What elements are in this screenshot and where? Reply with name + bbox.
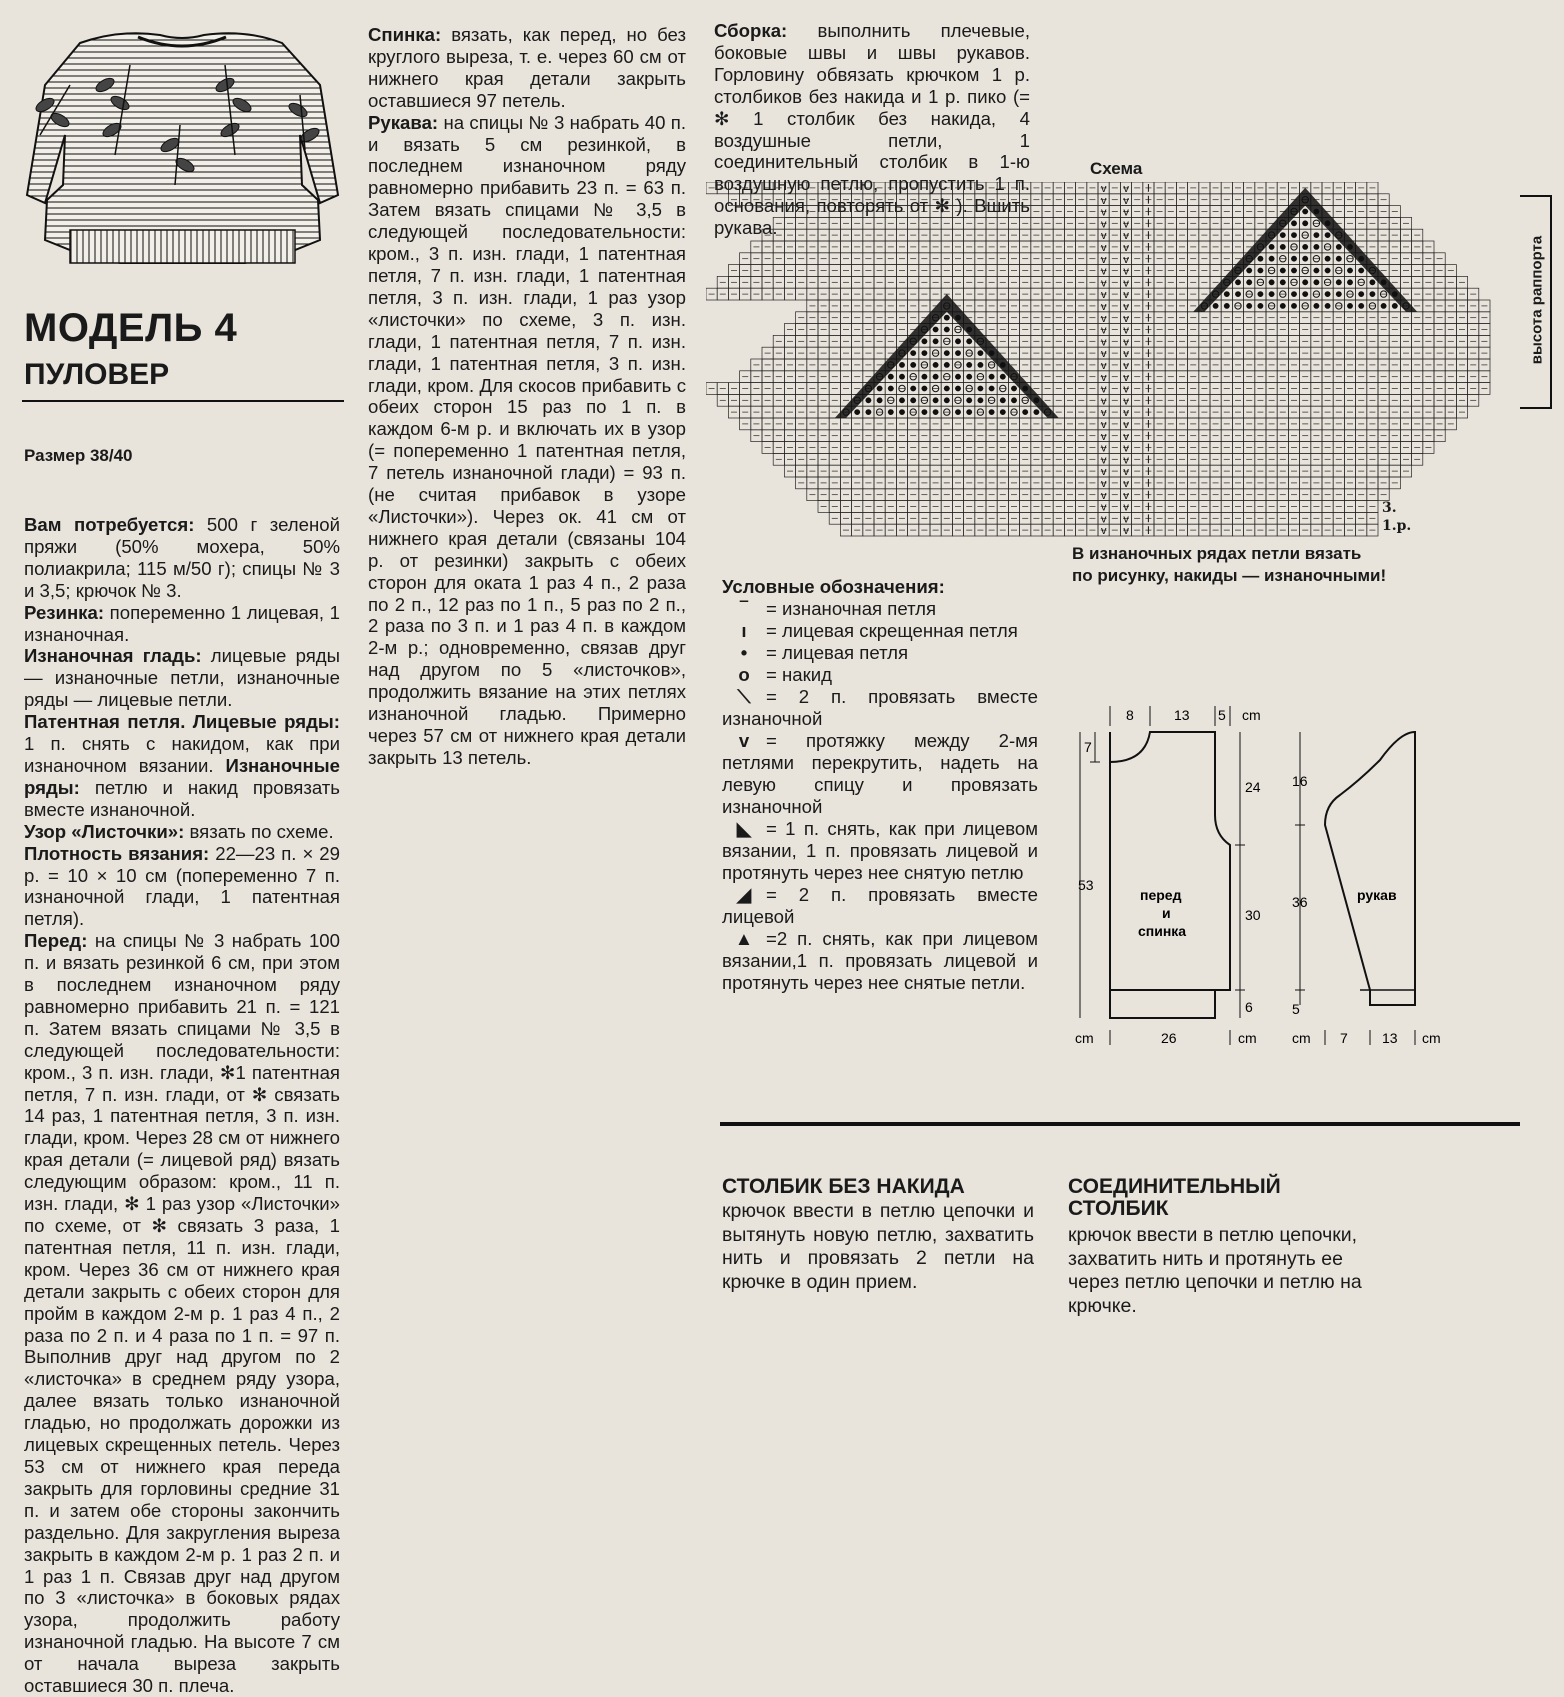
legend-item	[722, 928, 1038, 994]
svg-text:v: v	[1123, 501, 1129, 514]
leaves-paragraph	[24, 821, 340, 843]
knit-stitch-icon: •	[740, 642, 748, 663]
patent-label: Патентная петля. Лицевые ряды:	[24, 711, 340, 733]
legend-item	[722, 664, 1038, 686]
assembly-label: Сборка:	[714, 20, 788, 41]
legend-item	[722, 686, 1038, 730]
legend-items	[722, 598, 1038, 994]
text-column-1	[24, 514, 340, 1697]
svg-text:v: v	[1123, 395, 1129, 408]
svg-text:v: v	[1123, 454, 1129, 467]
patent-label-2: Изнаночные ряды:	[24, 754, 341, 798]
legend-item	[722, 730, 1038, 818]
dim-sleeve-cap: 16	[1292, 773, 1308, 789]
svg-text:v: v	[1101, 289, 1107, 302]
legend-title: Условные обозначения:	[722, 576, 945, 597]
svg-text:v: v	[1101, 360, 1107, 372]
svg-text:v: v	[1101, 419, 1107, 431]
dim-sleeve-side: 36	[1292, 894, 1308, 910]
dim-width: 26	[1161, 1030, 1177, 1046]
svg-text:v: v	[1123, 218, 1129, 231]
dim-rib: 6	[1245, 999, 1253, 1015]
svg-text:v: v	[1101, 513, 1107, 526]
title-divider	[22, 400, 344, 402]
reverse-label: Изнаночная гладь:	[24, 645, 202, 667]
sleeves-text: на спицы № 3 набрать 40 п. и вязать 5 см резинкой, в последнем изнаночном ряду равномерно прибавить 23 п. = 63 п. Затем вязать спицами № 3,5 в следующей последовательности: кром., 3 п. изн. глади, 1 патентная петля, 7 п. изн. глади, 1 патентная петля, 3 п. изн. глади, 1 раз узор «листочки» по схеме, 3 п. изн. глади, 1 патентная петля, 7 п. изн. глади, 1 патентная петля, 3 п. изн. глади, кром. Для скосов прибавить с обеих сторон 15 раз по 1 п. в каждом 6-м р. и включать их в узор (= попеременно 1 патентная петля, 7 петель изнаночной глади) = 93 п. (не считая прибавок в узоре «Листочки»). Через ок. 41 см от нижнего края детали (связаны 104 р. от резинки) закрыть с обеих сторон для оката 1 раз 4 п., 2 раза по 2 п., 12 раз по 1 п., 5 раз по 2 п., 2 раза по 3 п. и 1 раз 4 п. в каждом 2-м р.; одновременно, связав друг над другом по 5 «листочков», продолжить вязание на этих петлях изнаночной гладью. Примерно через 57 см от нижнего края детали закрыть 13 петель.	[368, 111, 686, 768]
legend-item	[722, 818, 1038, 884]
twisted-knit-icon: ı	[741, 620, 747, 641]
dim-top-8: 8	[1126, 707, 1134, 723]
svg-text:v: v	[1123, 407, 1129, 420]
svg-text:v: v	[1101, 430, 1107, 443]
svg-text:v: v	[1101, 383, 1107, 396]
svg-text:v: v	[1101, 454, 1107, 467]
svg-text:v: v	[1101, 348, 1107, 361]
svg-text:v: v	[1101, 242, 1107, 254]
front-piece-label-3: спинка	[1138, 923, 1187, 939]
svg-text:v: v	[1101, 407, 1107, 420]
svg-text:v: v	[1123, 183, 1129, 195]
knit-two-together-icon: ◢	[736, 884, 752, 905]
back-text: вязать, как перед, но без круглого выреза, т. е. через 60 см от нижнего края детали закрыть оставшиеся 97 петель.	[368, 24, 687, 111]
rib-text: попеременно 1 лицевая, 1 изнаночная.	[24, 601, 340, 645]
sleeve-piece-label: рукав	[1357, 887, 1397, 903]
svg-text:v: v	[1123, 383, 1129, 396]
svg-text:v: v	[1101, 230, 1107, 243]
svg-text:v: v	[1123, 194, 1129, 207]
dim-top-unit: cm	[1242, 707, 1261, 723]
svg-text:v: v	[1123, 430, 1129, 443]
yarn-over-icon: ο	[738, 664, 750, 685]
svg-text:v: v	[1101, 336, 1107, 349]
svg-text:v: v	[1123, 525, 1129, 538]
scheme-row3-label: 3.	[1382, 500, 1397, 516]
twist-strand-icon: v	[738, 730, 750, 751]
sleeves-label: Рукава:	[368, 111, 439, 133]
slst-text: крючок ввести в петлю цепочки, захватить нить и протянуть ее через петлю цепочки и петлю на крючке.	[1068, 1224, 1362, 1317]
svg-text:v: v	[1101, 218, 1107, 231]
svg-text:v: v	[1123, 360, 1129, 372]
legend-item-text: = 2 п. провязать вместе лицевой	[722, 884, 1038, 927]
svg-text:v: v	[1123, 336, 1129, 349]
patent-text: 1 п. снять с накидом, как при изнаночном вязании.	[24, 733, 340, 776]
legend-item	[722, 598, 1038, 620]
materials-text: 500 г зеленой пряжи (50% мохера, 50% полиакрила; 115 м/50 г); спицы № 3 и 3,5; крючок № 3.	[24, 514, 340, 601]
dim-bottom-unit-right: cm	[1238, 1030, 1257, 1046]
legend-item-text: = 2 п. провязать вместе изнаночной	[722, 686, 1038, 729]
front-back-piece-outline	[1110, 732, 1230, 1018]
legend-item-text: = накид	[766, 664, 833, 685]
legend-item	[722, 884, 1038, 928]
legend-item-text: = изнаночная петля	[766, 598, 937, 619]
dim-side: 30	[1245, 907, 1261, 923]
stitch-scheme-chart	[706, 182, 1516, 542]
scheme-note	[1072, 543, 1512, 587]
dim-top-13: 13	[1174, 707, 1190, 723]
svg-text:v: v	[1101, 371, 1107, 384]
back-paragraph	[368, 24, 686, 112]
dim-sleeve-left: 7	[1340, 1030, 1348, 1046]
svg-text:v: v	[1123, 289, 1129, 302]
svg-text:v: v	[1123, 301, 1129, 313]
legend-item-text: = протяжку между 2-мя петлями перекрутить, надеть на левую спицу и провязать изнаночной	[722, 730, 1038, 817]
legend	[722, 576, 1038, 994]
svg-text:v: v	[1123, 419, 1129, 431]
materials-label: Вам потребуется:	[24, 514, 195, 535]
bottom-section-divider	[720, 1122, 1520, 1126]
svg-text:v: v	[1123, 324, 1129, 337]
dim-sleeve-unit: cm	[1292, 1030, 1311, 1046]
svg-text:v: v	[1123, 265, 1129, 278]
front-piece-label-1: перед	[1140, 887, 1182, 903]
assembly-text: выполнить плечевые, боковые швы и швы рукавов. Горловину обвязать крючком 1 р. столбиков без накида и 1 р. пико (= ✻ 1 столбик без накида, 4 воздушные петли, 1 соединительный столбик в 1-ю воздушную петлю, пропустить 1 п. основания, повторять от ✻ ). Вшить рукава.	[714, 20, 1030, 239]
svg-text:v: v	[1123, 466, 1129, 479]
rib-label: Резинка:	[24, 601, 105, 623]
svg-text:v: v	[1101, 478, 1107, 490]
svg-text:v: v	[1123, 230, 1129, 243]
repeat-height-text: высота раппорта	[1528, 235, 1546, 365]
leaves-text: вязать по схеме.	[189, 820, 334, 842]
back-label: Спинка:	[368, 24, 442, 45]
dim-sleeve-rib: 5	[1292, 1001, 1300, 1017]
gauge-paragraph	[24, 843, 340, 931]
text-column-2	[368, 24, 686, 769]
svg-text:v: v	[1101, 206, 1107, 219]
svg-text:v: v	[1101, 312, 1107, 325]
svg-text:v: v	[1123, 478, 1129, 490]
svg-text:v: v	[1123, 442, 1129, 455]
front-label: Перед:	[24, 930, 88, 952]
double-decrease-icon: ▲	[734, 928, 754, 949]
page-title: МОДЕЛЬ 4	[24, 306, 238, 350]
dim-sleeve-right: 13	[1382, 1030, 1398, 1046]
legend-item-text: = 1 п. снять, как при лицевом вязании, 1 п. провязать лицевой и протянуть через нее снятую петлю	[722, 818, 1038, 883]
front-piece-label-2: и	[1162, 905, 1171, 921]
legend-item-text: = лицевая скрещенная петля	[766, 620, 1018, 641]
front-paragraph	[24, 930, 340, 1697]
slst-title-line2: СТОЛБИК	[1068, 1197, 1169, 1220]
svg-text:v: v	[1101, 324, 1107, 337]
scheme-note-line2: по рисунку, накиды — изнаночными!	[1072, 566, 1387, 585]
svg-text:v: v	[1123, 277, 1129, 290]
sc-text: крючок ввести в петлю цепочки и вытянуть новую петлю, захватить нить и провязать 2 петли на крючке в один прием.	[722, 1200, 1034, 1293]
svg-text:v: v	[1123, 348, 1129, 361]
svg-text:v: v	[1123, 312, 1129, 325]
dim-top-5: 5	[1218, 707, 1226, 723]
svg-text:v: v	[1101, 395, 1107, 408]
svg-text:v: v	[1101, 501, 1107, 514]
scheme-note-line1: В изнаночных рядах петли вязать	[1072, 544, 1362, 563]
materials-paragraph	[24, 514, 340, 602]
dim-bottom-unit-left: cm	[1075, 1030, 1094, 1046]
dim-armhole: 24	[1245, 779, 1261, 795]
sleeves-paragraph	[368, 112, 686, 769]
svg-text:v: v	[1123, 206, 1129, 219]
repeat-height-label	[1526, 200, 1548, 400]
svg-text:v: v	[1101, 183, 1107, 195]
patent-text-2: петлю и накид провязать вместе изнаночной.	[24, 776, 340, 820]
svg-text:v: v	[1123, 513, 1129, 526]
svg-text:v: v	[1123, 489, 1129, 502]
svg-text:v: v	[1123, 253, 1129, 266]
svg-text:v: v	[1101, 442, 1107, 455]
dim-neck: 7	[1084, 739, 1092, 755]
svg-text:v: v	[1101, 525, 1107, 538]
sleeve-piece-outline	[1325, 732, 1415, 1005]
svg-text:v: v	[1101, 489, 1107, 502]
legend-item-text: =2 п. снять, как при лицевом вязании,1 п. провязать лицевой и протянуть через нее снятые петли.	[722, 928, 1038, 993]
gauge-text: 22—23 п. × 29 р. = 10 × 10 см (попеременно 7 п. изнаночной глади, 1 патентная петля).	[24, 842, 340, 930]
leaves-label: Узор «Листочки»:	[24, 820, 185, 842]
sweater-illustration	[20, 25, 345, 270]
size-label: Размер 38/40	[24, 446, 133, 465]
svg-text:v: v	[1101, 277, 1107, 290]
purl-stitch-icon: ‾	[740, 598, 748, 619]
scheme-title: Схема	[1090, 159, 1143, 178]
dim-sleeve-unit-right: cm	[1422, 1030, 1441, 1046]
slst-title-line1: СОЕДИНИТЕЛЬНЫЙ	[1068, 1175, 1281, 1198]
svg-text:v: v	[1101, 466, 1107, 479]
svg-text:v: v	[1101, 194, 1107, 207]
patent-paragraph	[24, 711, 340, 821]
svg-text:v: v	[1101, 253, 1107, 266]
front-text: на спицы № 3 набрать 100 п. и вязать резинкой 6 см, при этом в последнем изнаночном ряду равномерно прибавить 21 п. = 121 п. Затем вязать спицами № 3,5 в следующей последовательности: кром., 3 п. изн. глади, ✻1 патентная петля, 7 п. изн. глади, от ✻ связать 14 раз, 1 патентная петля, 3 п. изн. глади, кром. Через 28 см от нижнего края детали (= лицевой ряд) вязать следующим образом: кром., 11 п. изн. глади, ✻ 1 раз узор «Листочки» по схеме, от ✻ связать 3 раза, 1 патентная петля, 11 п. изн. глади, кром. Через 36 см от нижнего края детали закрыть с обеих сторон для пройм в каждом 2-м р. 1 раз 4 п., 2 раза по 2 п. и 4 раза по 1 п. = 97 п. Выполнив друг над другом по 2 «листочка» в среднем ряду узора, далее вязать только изнаночной гладью, но продолжать дорожки из лицевых скрещенных петель. Через 53 см от нижнего края переда закрыть для горловины средние 31 п. и затем обе стороны закончить раздельно. Для закругления выреза закрыть в каждом 2-м р. 1 раз 2 п. и 1 раз 1 п. Связав друг над другом по 3 «листочка» в боковых рядах узора, продолжить работу изнаночной гладью. На высоте 7 см от начала выреза закрыть оставшиеся 30 п. плеча.	[24, 930, 340, 1697]
svg-text:v: v	[1101, 265, 1107, 278]
dim-total: 53	[1078, 877, 1094, 893]
svg-text:v: v	[1123, 242, 1129, 254]
legend-item-text: = лицевая петля	[766, 642, 909, 663]
gauge-label: Плотность вязания:	[24, 842, 210, 864]
scheme-row1-label: 1.р.	[1382, 518, 1412, 534]
svg-text:v: v	[1101, 301, 1107, 313]
slst-title	[1068, 1176, 1281, 1220]
reverse-text: лицевые ряды — изнаночные петли, изнаночные ряды — лицевые петли.	[24, 645, 340, 711]
page-subtitle: ПУЛОВЕР	[24, 358, 170, 391]
legend-item	[722, 642, 1038, 664]
sc-title: СТОЛБИК БЕЗ НАКИДА	[722, 1175, 965, 1198]
rib-paragraph	[24, 602, 340, 646]
purl-two-together-icon: ⟍	[737, 686, 751, 707]
reverse-paragraph	[24, 645, 340, 711]
svg-text:v: v	[1123, 371, 1129, 384]
legend-item	[722, 620, 1038, 642]
pattern-pieces-diagram	[1070, 700, 1560, 1060]
slip-knit-pass-icon: ◣	[736, 818, 752, 839]
